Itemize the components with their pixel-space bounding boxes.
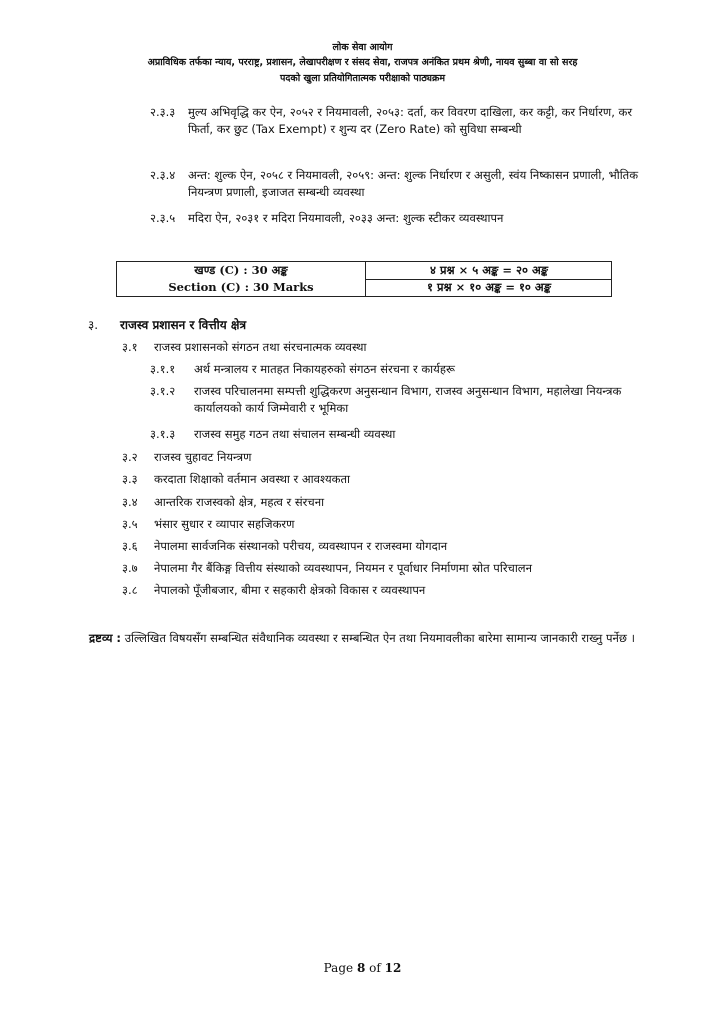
section-title-english: Section (C) : 30 Marks: [168, 280, 314, 294]
section-title: राजस्व प्रशासन र वित्तीय क्षेत्र: [120, 318, 247, 332]
item-number: ३.४: [122, 495, 138, 509]
item-number: २.३.३: [150, 105, 176, 119]
header-exam-line: पदको खुला प्रतियोगितात्मक परीक्षाको पाठ्यक्रम: [279, 73, 445, 84]
item-text: अन्त: शुल्क ऐन, २०५८ र नियमावली, २०५९: अन्त: शुल्क निर्धारण र असुली, स्वंय निष्कासन प्रणाली, भौतिक नियन्त्रण प्रणाली, इजाजत सम्बन्धी व्यवस्था: [188, 168, 639, 199]
current-page: 8: [356, 961, 366, 975]
header-service-line: अप्राविधिक तर्फका न्याय, परराष्ट्र, प्रशासन, लेखापरीक्षण र संसद सेवा, राजपत्र अनंकित प्रथम श्रेणी, नायव सुब्बा वा सो सरह: [147, 57, 578, 68]
item-number: ३.६: [122, 539, 138, 553]
note-text: उल्लिखित विषयसँग सम्बन्धित संवैधानिक व्यवस्था र सम्बन्धित ऐन तथा नियमावलीका बारेमा सामान्य जानकारी राख्नु पर्नेछ ।: [124, 631, 635, 645]
item-number: ३.८: [122, 583, 138, 597]
item-text: नेपालमा गैर बैंकिङ्ग वित्तीय संस्थाको व्यवस्थापन, नियमन र पूर्वाधार निर्माणमा स्रोत परिचालन: [154, 561, 532, 575]
list-item: [122, 560, 652, 578]
page-number: [0, 961, 725, 975]
marks-short-questions: ४ प्रश्न × ५ अङ्क = २० अङ्क: [429, 263, 549, 277]
list-item: [122, 516, 642, 534]
list-item: [122, 582, 642, 600]
list-item: [122, 449, 642, 467]
list-item: [150, 104, 650, 156]
item-text: आन्तरिक राजस्वको क्षेत्र, महत्व र संरचना: [154, 495, 325, 509]
item-number: ३.२: [122, 450, 138, 464]
item-number: ३.१.१: [150, 362, 176, 376]
item-number: ३.१: [122, 340, 138, 354]
list-item: [122, 494, 642, 512]
section-title-nepali: खण्ड (C) : 30 अङ्क: [194, 263, 288, 277]
item-text: राजस्व समुह गठन तथा संचालन सम्बन्धी व्यवस्था: [194, 427, 396, 441]
page-label: Page: [323, 961, 354, 975]
note-paragraph: [89, 628, 649, 649]
note-label: द्रष्टव्य :: [89, 631, 122, 645]
item-number: २.३.५: [150, 211, 176, 225]
item-number: ३.१.३: [150, 427, 176, 441]
item-number: ३.५: [122, 517, 138, 531]
list-item: [150, 210, 650, 228]
list-item: [122, 471, 642, 489]
list-item: [150, 361, 650, 379]
item-text: राजस्व परिचालनमा सम्पत्ती शुद्धिकरण अनुसन्धान विभाग, राजस्व अनुसन्धान विभाग, महालेखा नियन्त्रक कार्यालयको कार्य जिम्मेवारी र भूमिका: [194, 384, 622, 415]
item-text: राजस्व प्रशासनको संगठन तथा संरचनात्मक व्यवस्था: [154, 340, 367, 354]
item-number: ३.१.२: [150, 384, 176, 398]
item-text: मदिरा ऐन, २०३१ र मदिरा नियमावली, २०३३ अन्त: शुल्क स्टीकर व्यवस्थापन: [188, 211, 504, 225]
item-number: ३.३: [122, 472, 138, 486]
page-of: of: [369, 961, 381, 975]
item-text: करदाता शिक्षाको वर्तमान अवस्था र आवश्यकता: [154, 472, 350, 486]
item-text: अर्थ मन्त्रालय र मातहत निकायहरुको संगठन संरचना र कार्यहरू: [194, 362, 455, 376]
item-text: राजस्व चुहावट नियन्त्रण: [154, 450, 252, 464]
item-text: मुल्य अभिवृद्धि कर ऐन, २०५२ र नियमावली, २०५३: दर्ता, कर विवरण दाखिला, कर कट्टी, कर निर्धारण, कर फिर्ता, कर छुट (Tax Exempt) र शुन्य दर (Zero Rate) को सुविधा सम्बन्धी: [188, 105, 633, 136]
item-text: नेपालको पूँजीबजार, बीमा र सहकारी क्षेत्रको विकास र व्यवस्थापन: [154, 583, 426, 597]
total-pages: 12: [384, 961, 402, 975]
item-number: २.३.४: [150, 168, 176, 182]
section-marks-table: [116, 261, 612, 297]
list-item: [150, 426, 650, 444]
section-number: ३.: [88, 318, 99, 332]
list-item: [150, 383, 650, 419]
header-organization: लोक सेवा आयोग: [332, 42, 393, 53]
list-item: [122, 339, 642, 357]
item-text: नेपालमा सार्वजनिक संस्थानको परीचय, व्यवस्थापन र राजस्वमा योगदान: [154, 539, 448, 553]
marks-long-question: १ प्रश्न × १० अङ्क = १० अङ्क: [426, 280, 551, 294]
list-item: [122, 538, 642, 556]
item-text: भंसार सुधार र व्यापार सहजिकरण: [154, 517, 295, 531]
list-item: [150, 167, 650, 203]
item-number: ३.७: [122, 561, 138, 575]
